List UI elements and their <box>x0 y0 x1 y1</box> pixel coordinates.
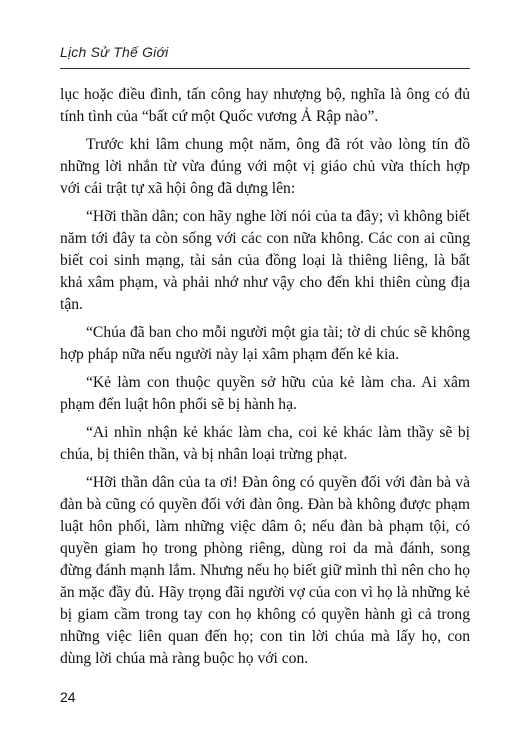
running-header-title: Lịch Sử Thế Giới <box>60 44 169 60</box>
paragraph: Trước khi lâm chung một năm, ông đã rót vào lòng tín đồ những lời nhắn từ vừa đúng với một vị giáo chủ vừa thích hợp với cái trật tự xã hội ông đã dựng lên: <box>60 136 470 197</box>
paragraph-continuation: lục hoặc điều đình, tấn công hay nhượng bộ, nghĩa là ông có đủ tính tình của “bất cứ một Quốc vương Ả Rập nào”. <box>60 86 470 125</box>
paragraph-quote: “Chúa đã ban cho mỗi người một gia tài; tờ di chúc sẽ không hợp pháp nữa nếu người này lại xâm phạm đến kẻ kia. <box>60 324 470 363</box>
paragraph-quote: “Ai nhìn nhận kẻ khác làm cha, coi kẻ khác làm thầy sẽ bị chúa, bị thiên thần, và bị nhân loại trừng phạt. <box>60 424 470 463</box>
paragraph-quote: “Hỡi thần dân của ta ơi! Đàn ông có quyền đối với đàn bà và đàn bà cũng có quyền đối với đàn ông. Đàn bà không được phạm luật hôn phối, làm những việc dâm ô; nếu đàn bà phạm tội, có quyền giam họ trong phòng riêng, dùng roi da mà đánh, song đừng đánh mạnh lắm. Nhưng nếu họ biết giữ mình thì nên cho họ ăn mặc đầy đủ. Hãy trọng đãi người vợ của con vì họ là những kẻ bị giam cầm trong tay con họ không có quyền hành gì cả trong những việc liên quan đến họ; con tin lời chúa mà lấy họ, con dùng lời chúa mà ràng buộc họ với con. <box>60 474 470 667</box>
page-number: 24 <box>60 689 76 705</box>
header-divider <box>60 68 470 69</box>
paragraph-quote: “Kẻ làm con thuộc quyền sở hữu của kẻ làm cha. Ai xâm phạm đến luật hôn phối sẽ bị hành hạ. <box>60 374 470 413</box>
body-text <box>60 84 470 676</box>
paragraph-quote: “Hỡi thần dân; con hãy nghe lời nói của ta đây; vì không biết năm tới đây ta còn sống với các con nữa không. Các con ai cũng biết coi sinh mạng, tài sản của đồng loại là thiêng liêng, là bất khả xâm phạm, và phải nhớ như vậy cho đến khi thiên cùng địa tận. <box>60 208 470 313</box>
